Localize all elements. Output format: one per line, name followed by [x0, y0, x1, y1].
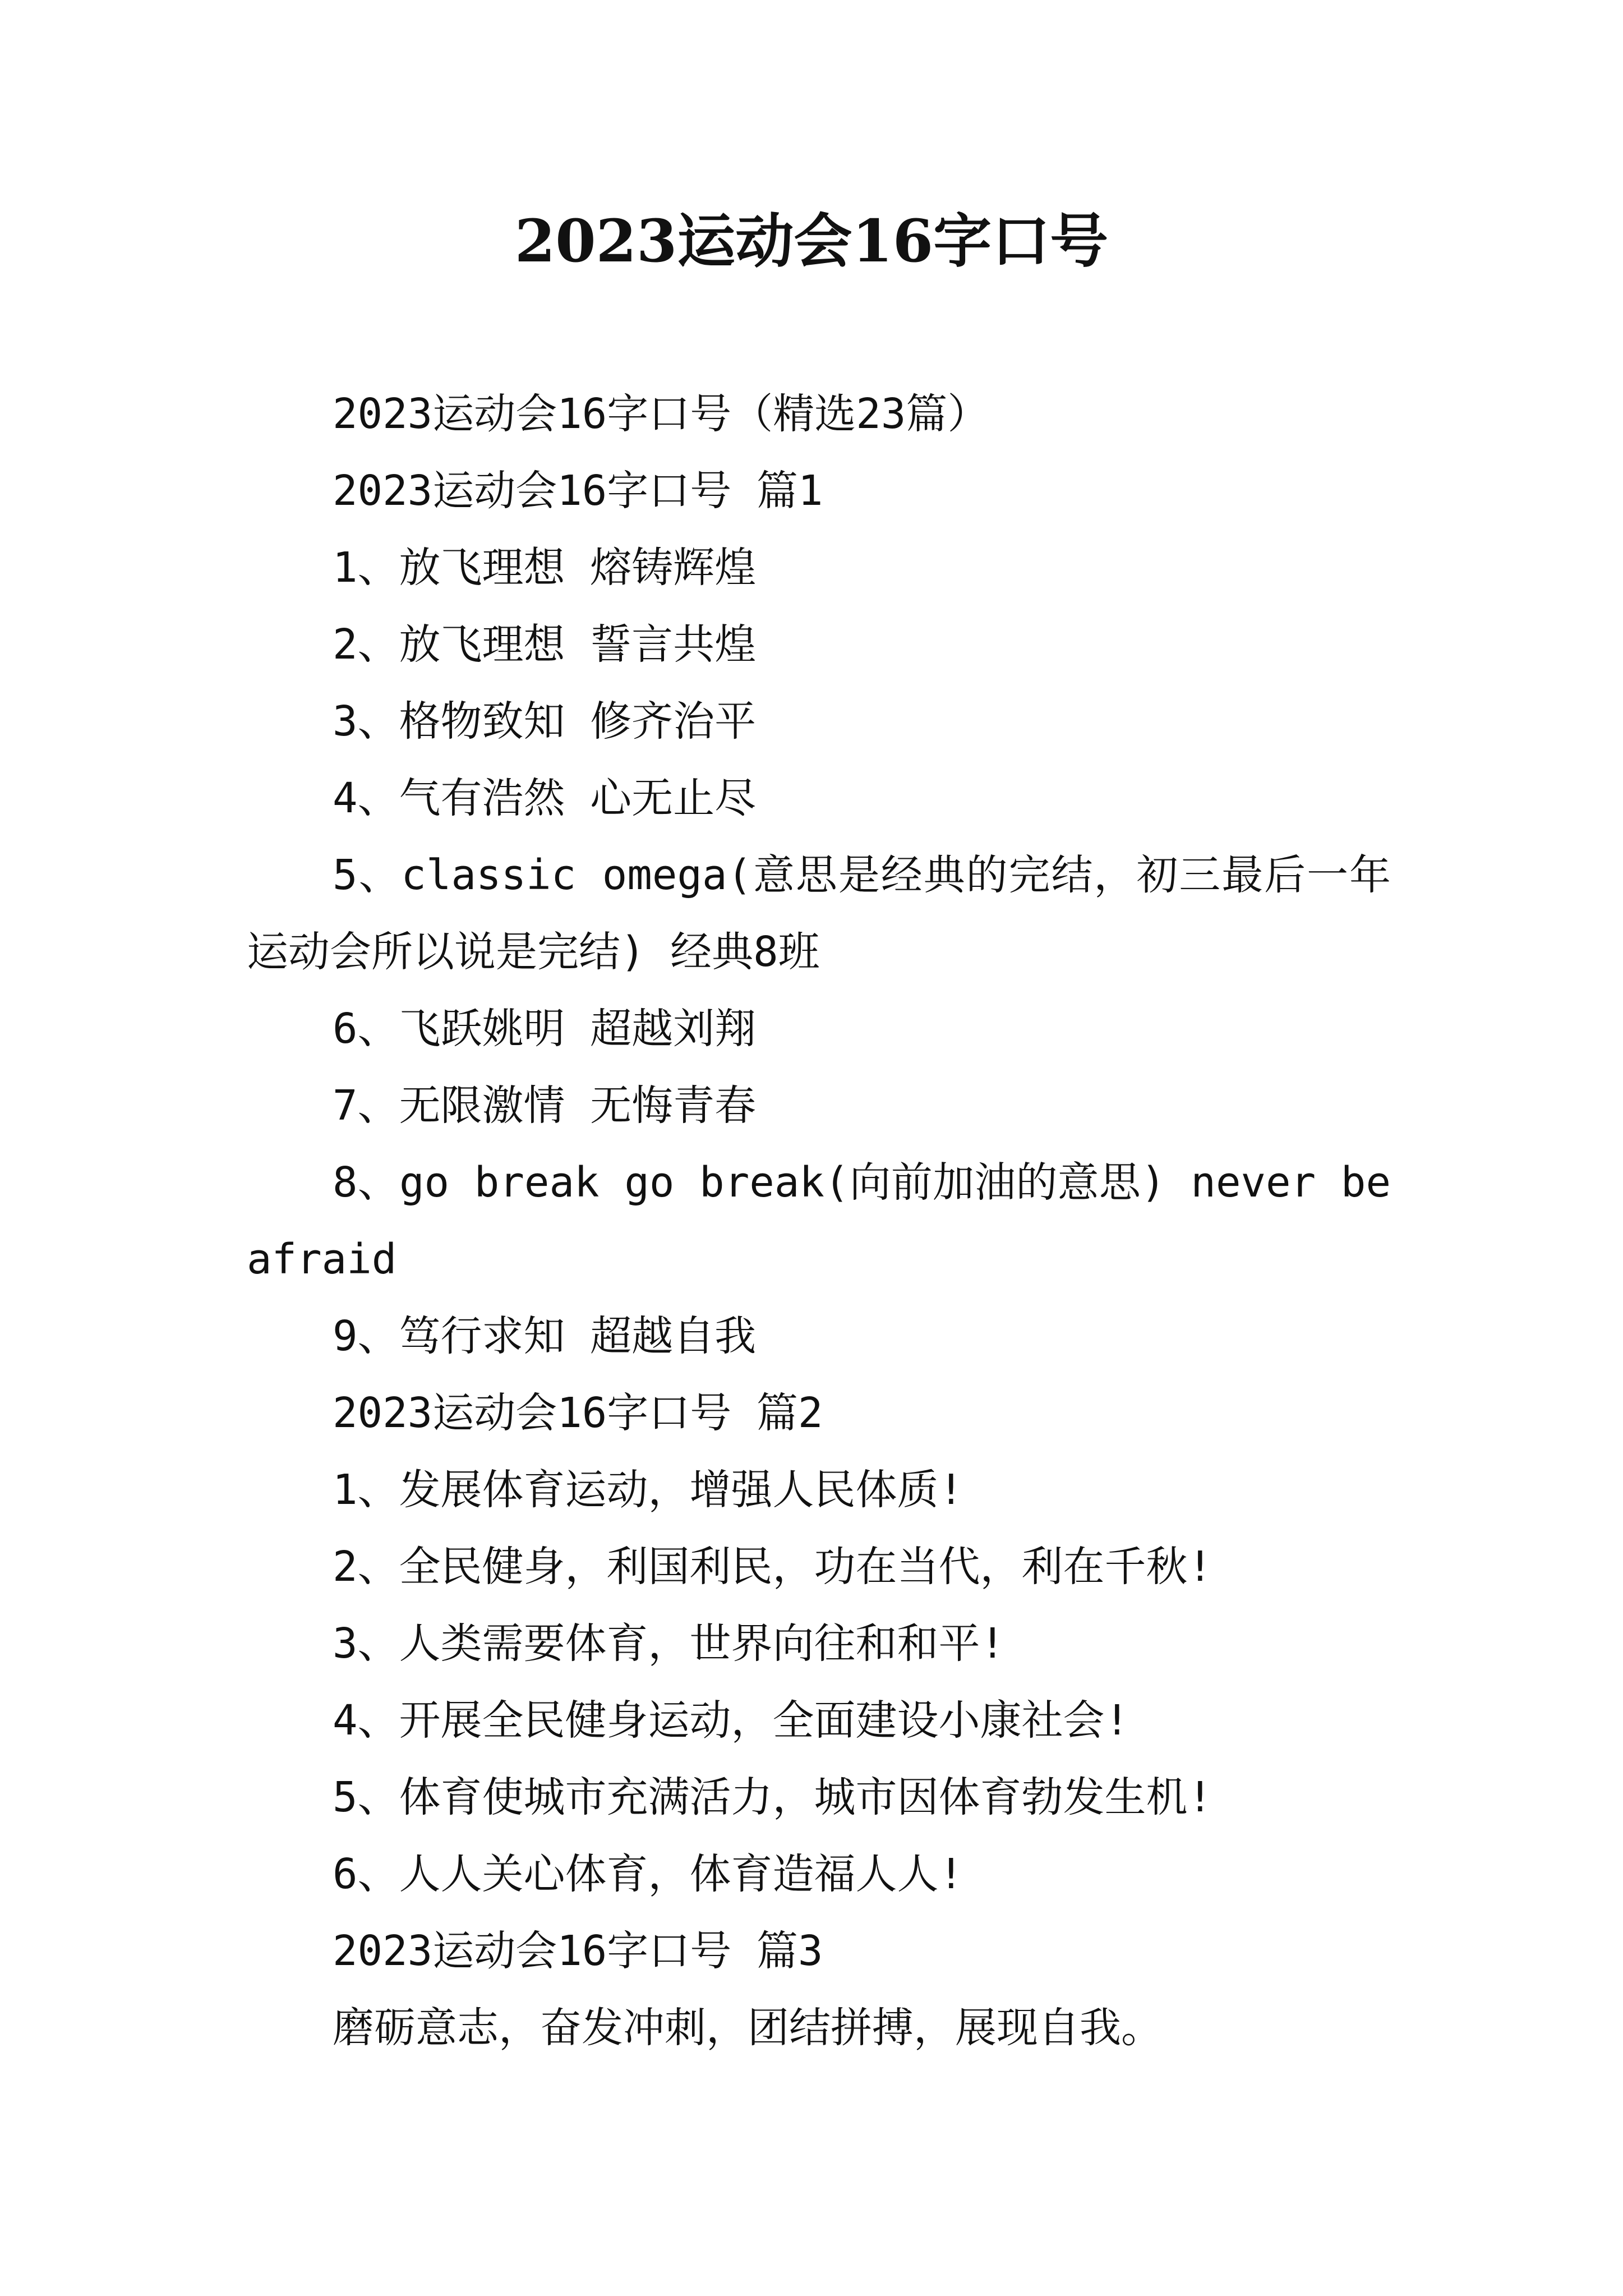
document-title: 2023运动会16字口号	[514, 206, 1109, 275]
slogan-item: 8、go break go break(向前加油的意思) never be	[333, 1158, 1391, 1207]
slogan-item: 1、放飞理想 熔铸辉煌	[333, 544, 757, 592]
slogan-item: 5、体育使城市充满活力，城市因体育勃发生机!	[333, 1773, 1213, 1821]
slogan-item-continuation: 运动会所以说是完结) 经典8班	[247, 928, 820, 976]
slogan-item: 磨砺意志，奋发冲刺，团结拼搏，展现自我。	[333, 2004, 1163, 2052]
section-heading-1: 2023运动会16字口号 篇1	[333, 467, 823, 515]
slogan-item: 3、格物致知 修齐治平	[333, 697, 757, 746]
slogan-item: 6、人人关心体育，体育造福人人!	[333, 1850, 964, 1898]
slogan-item: 6、飞跃姚明 超越刘翔	[333, 1005, 757, 1053]
slogan-item: 7、无限激情 无悔青春	[333, 1082, 757, 1130]
slogan-item: 9、笃行求知 超越自我	[333, 1312, 757, 1360]
slogan-item-continuation: afraid	[247, 1235, 397, 1283]
slogan-item: 4、气有浩然 心无止尽	[333, 774, 757, 822]
section-heading-2: 2023运动会16字口号 篇2	[333, 1389, 823, 1437]
slogan-item: 5、classic omega(意思是经典的完结，初三最后一年	[333, 851, 1391, 899]
slogan-item: 4、开展全民健身运动，全面建设小康社会!	[333, 1696, 1130, 1745]
intro-line: 2023运动会16字口号（精选23篇）	[333, 390, 989, 438]
document-body	[247, 376, 1391, 2067]
slogan-item: 1、发展体育运动，增强人民体质!	[333, 1466, 964, 1514]
slogan-item: 2、全民健身，利国利民，功在当代，利在千秋!	[333, 1543, 1213, 1591]
slogan-item: 3、人类需要体育，世界向往和和平!	[333, 1619, 1006, 1668]
section-heading-3: 2023运动会16字口号 篇3	[333, 1927, 823, 1975]
slogan-item: 2、放飞理想 誓言共煌	[333, 620, 757, 669]
